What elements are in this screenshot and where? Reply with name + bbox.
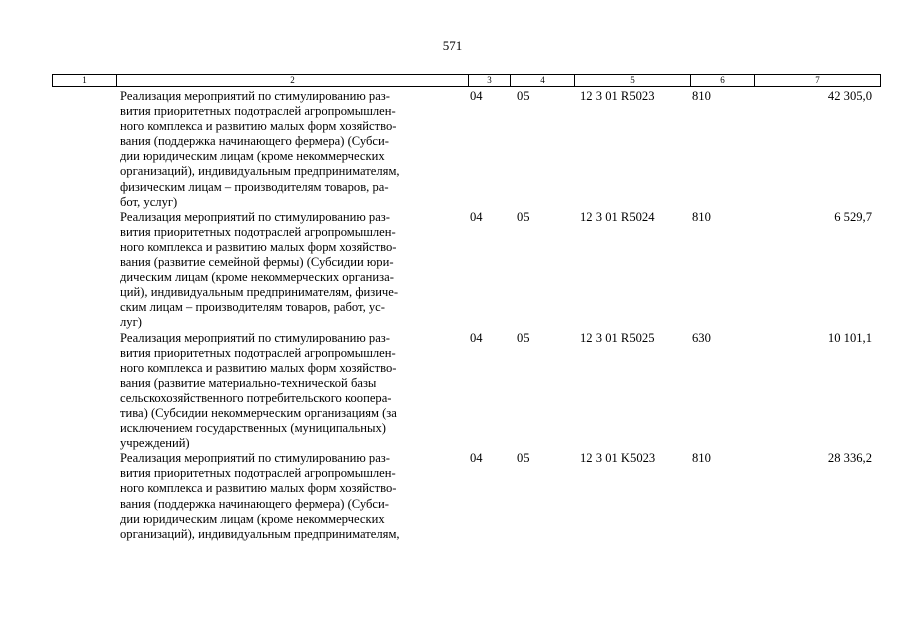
section-code: 04 [470,330,483,345]
table-row [52,451,880,542]
description-line: учреждений) [120,436,190,451]
description-line: сельскохозяйственного потребительского коопера- [120,390,392,405]
amount-value: 42 305,0 [827,89,872,103]
description-line: исключением государственных (муниципальных) [120,421,386,436]
target-article-code: 12 3 01 R5023 [580,89,655,103]
description-line: ций), индивидуальным предпринимателям, физиче- [120,285,399,300]
page-number: 571 [442,38,463,53]
description-line: ного комплекса и развитию малых форм хозяйство- [120,239,397,254]
subsection-code: 05 [517,330,530,345]
row-description [120,331,456,452]
row-description [120,210,456,331]
column-header-row [52,74,881,87]
amount-value: 28 336,2 [827,451,872,466]
description-line: ским лицам – производителям товаров, работ, ус- [120,300,385,315]
column-header-7: 7 [755,75,881,87]
description-line: Реализация мероприятий по стимулированию раз- [120,451,390,466]
column-header-3: 3 [469,75,511,87]
description-line: организаций), индивидуальным предпринимателям, [120,164,400,179]
expense-type-code: 810 [692,451,711,466]
description-line: вития приоритетных подотраслей агропромышлен- [120,104,396,119]
description-line: дии юридическим лицам (кроме некоммерческих [120,149,385,164]
description-line: вания (развитие семейной фермы) (Субсидии юри- [120,255,394,270]
description-line: вания (развитие материально-технической базы [120,375,377,390]
row-description [120,89,456,210]
amount-value: 10 101,1 [827,330,872,345]
description-line: ного комплекса и развитию малых форм хозяйство- [120,119,397,134]
description-line: Реализация мероприятий по стимулированию раз- [120,89,390,103]
description-line: вития приоритетных подотраслей агропромышлен- [120,224,396,239]
description-line: ного комплекса и развитию малых форм хозяйство- [120,360,397,375]
table-row [52,331,880,452]
column-header-1: 1 [53,75,117,87]
target-article-code: 12 3 01 K5023 [580,451,656,466]
description-line: Реализация мероприятий по стимулированию раз- [120,330,390,345]
description-line: вания (поддержка начинающего фермера) (Субси- [120,134,389,149]
row-description [120,451,456,542]
description-line: физическим лицам – производителям товаров, ра- [120,179,389,194]
table-row [52,89,880,210]
description-line: ного комплекса и развитию малых форм хозяйство- [120,481,397,496]
table-row [52,210,880,331]
description-line: бот, услуг) [120,194,178,209]
target-article-code: 12 3 01 R5024 [580,209,655,224]
section-code: 04 [470,209,483,224]
description-line: Реализация мероприятий по стимулированию раз- [120,209,390,224]
target-article-code: 12 3 01 R5025 [580,330,655,345]
column-header-5: 5 [575,75,691,87]
description-line: вития приоритетных подотраслей агропромышлен- [120,466,396,481]
expense-type-code: 630 [692,330,711,345]
description-line: дии юридическим лицам (кроме некоммерческих [120,511,385,526]
expense-type-code: 810 [692,89,711,103]
description-line: дическим лицам (кроме некоммерческих организа- [120,270,394,285]
description-line: вития приоритетных подотраслей агропромышлен- [120,345,396,360]
expense-type-code: 810 [692,209,711,224]
description-line: луг) [120,315,142,330]
column-header-6: 6 [691,75,755,87]
subsection-code: 05 [517,209,530,224]
column-header-4: 4 [511,75,575,87]
subsection-code: 05 [517,451,530,466]
table-body [52,89,880,542]
subsection-code: 05 [517,89,530,103]
section-code: 04 [470,451,483,466]
column-header-2: 2 [117,75,469,87]
description-line: организаций), индивидуальным предпринимателям, [120,526,400,541]
description-line: вания (поддержка начинающего фермера) (Субси- [120,496,389,511]
amount-value: 6 529,7 [834,209,872,224]
description-line: тива) (Субсидии некоммерческим организациям (за [120,405,397,420]
section-code: 04 [470,89,483,103]
